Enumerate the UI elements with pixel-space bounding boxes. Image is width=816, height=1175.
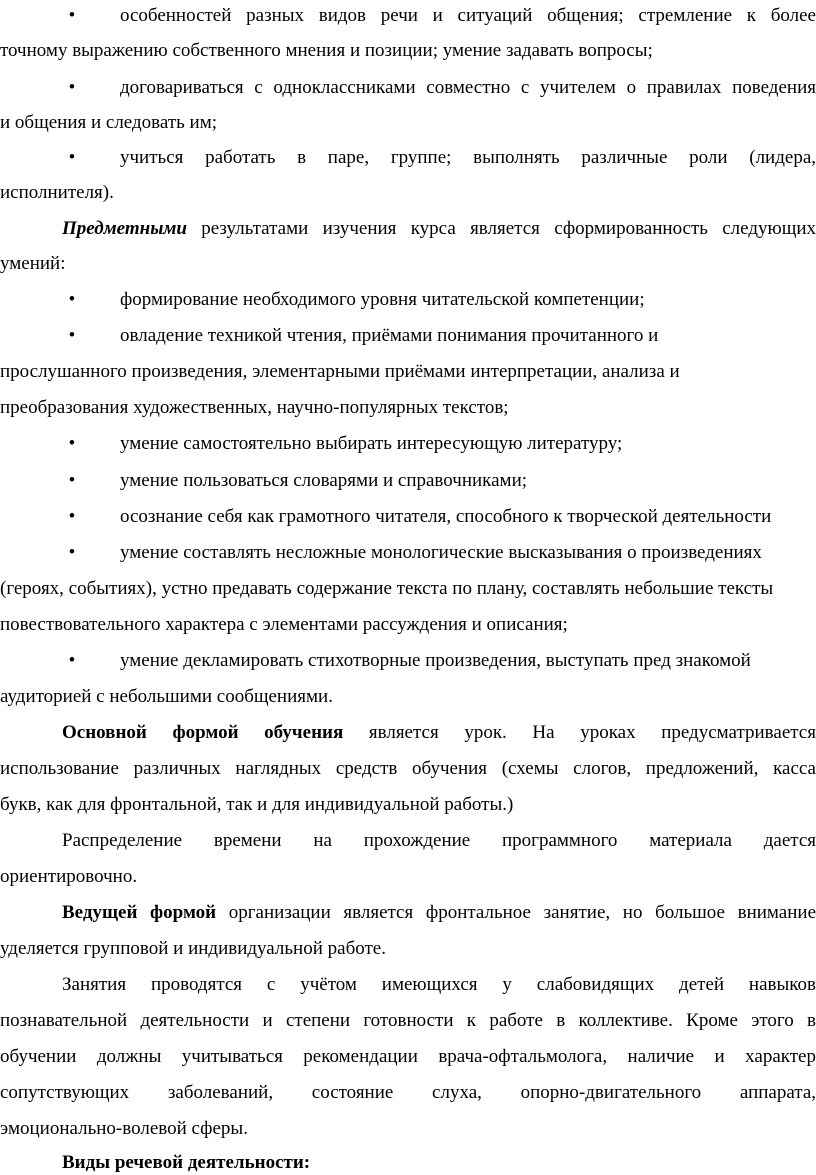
time-paragraph-line: ориентировочно. <box>0 866 138 887</box>
bullet-icon: • <box>68 325 76 346</box>
subject-results-text: результатами изучения курса является сформированность следующих <box>186 218 816 239</box>
time-paragraph-line: Распределение времени на прохождение программного материала дается <box>62 830 816 851</box>
bullet-icon: • <box>68 289 76 310</box>
bullet-continuation: прослушанного произведения, элементарными приёмами интерпретации, анализа и <box>0 361 680 382</box>
bullet-text: учиться работать в паре, группе; выполнять различные роли (лидера, <box>120 147 816 168</box>
bullet-text: формирование необходимого уровня читательской компетенции; <box>120 289 645 310</box>
bullet-continuation: (героях, событиях), устно предавать содержание текста по плану, составлять небольшие тексты <box>0 578 774 599</box>
bullet-text: договариваться с одноклассниками совместно с учителем о правилах поведения <box>120 77 816 98</box>
bullet-continuation: исполнителя). <box>0 182 114 203</box>
form-paragraph-line: букв, как для фронтальной, так и для индивидуальной работы.) <box>0 794 514 815</box>
classes-paragraph-line: сопутствующих заболеваний, состояние слуха, опорно-двигательного аппарата, <box>0 1082 816 1103</box>
lead-paragraph-text: организации является фронтальное занятие, но большое внимание <box>216 902 816 923</box>
bullet-item <box>0 76 816 100</box>
bullet-text: умение составлять несложные монологические высказывания о произведениях <box>120 542 762 563</box>
bullet-text: осознание себя как грамотного читателя, способного к творческой деятельности <box>120 506 772 527</box>
lead-paragraph-line <box>62 901 816 925</box>
classes-paragraph-line: познавательной деятельности и степени готовности к работе в коллективе. Кроме этого в <box>0 1010 816 1031</box>
bullet-text: умение декламировать стихотворные произведения, выступать пред знакомой <box>120 650 751 671</box>
bullet-item <box>0 4 816 28</box>
form-paragraph-line <box>62 721 816 745</box>
bullet-continuation: повествовательного характера с элементами рассуждения и описания; <box>0 614 568 635</box>
classes-paragraph-line: обучении должны учитываться рекомендации врача-офтальмолога, наличие и характер <box>0 1046 816 1067</box>
classes-paragraph-line: Занятия проводятся с учётом имеющихся у слабовидящих детей навыков <box>62 974 816 995</box>
bullet-icon: • <box>68 506 76 527</box>
bullet-item <box>0 288 816 312</box>
bullet-icon: • <box>68 147 76 168</box>
bullet-item <box>0 146 816 170</box>
bullet-icon: • <box>68 5 76 26</box>
lead-paragraph-emphasis: Ведущей формой <box>62 902 217 923</box>
bullet-text: умение пользоваться словарями и справочниками; <box>120 470 528 491</box>
speech-activity-heading: Виды речевой деятельности: <box>62 1152 311 1173</box>
bullet-icon: • <box>68 650 76 671</box>
subject-results-continuation: умений: <box>0 253 66 274</box>
bullet-continuation: преобразования художественных, научно-популярных текстов; <box>0 397 509 418</box>
form-paragraph-emphasis: Основной формой обучения <box>62 722 344 743</box>
bullet-text: умение самостоятельно выбирать интересующую литературу; <box>120 433 623 454</box>
bullet-item <box>0 505 816 529</box>
classes-paragraph-line: эмоционально-волевой сферы. <box>0 1118 248 1139</box>
bullet-continuation: и общения и следовать им; <box>0 112 218 133</box>
lead-paragraph-line: уделяется групповой и индивидуальной работе. <box>0 938 386 959</box>
bullet-text: особенностей разных видов речи и ситуаций общения; стремление к более <box>120 5 816 26</box>
bullet-icon: • <box>68 470 76 491</box>
subject-results-emphasis: Предметными <box>62 218 187 239</box>
bullet-continuation: точному выражению собственного мнения и позиции; умение задавать вопросы; <box>0 40 653 61</box>
bullet-icon: • <box>68 77 76 98</box>
form-paragraph-text: является урок. На уроках предусматривается <box>343 722 816 743</box>
bullet-icon: • <box>68 542 76 563</box>
subject-results-line <box>62 217 816 241</box>
bullet-icon: • <box>68 433 76 454</box>
bullet-text: овладение техникой чтения, приёмами понимания прочитанного и <box>120 325 659 346</box>
bullet-item <box>0 649 816 673</box>
bullet-item <box>0 432 816 456</box>
bullet-item <box>0 541 816 565</box>
form-paragraph-line: использование различных наглядных средств обучения (схемы слогов, предложений, касса <box>0 758 816 779</box>
bullet-item <box>0 324 816 348</box>
bullet-item <box>0 469 816 493</box>
bullet-continuation: аудиторией с небольшими сообщениями. <box>0 686 333 707</box>
